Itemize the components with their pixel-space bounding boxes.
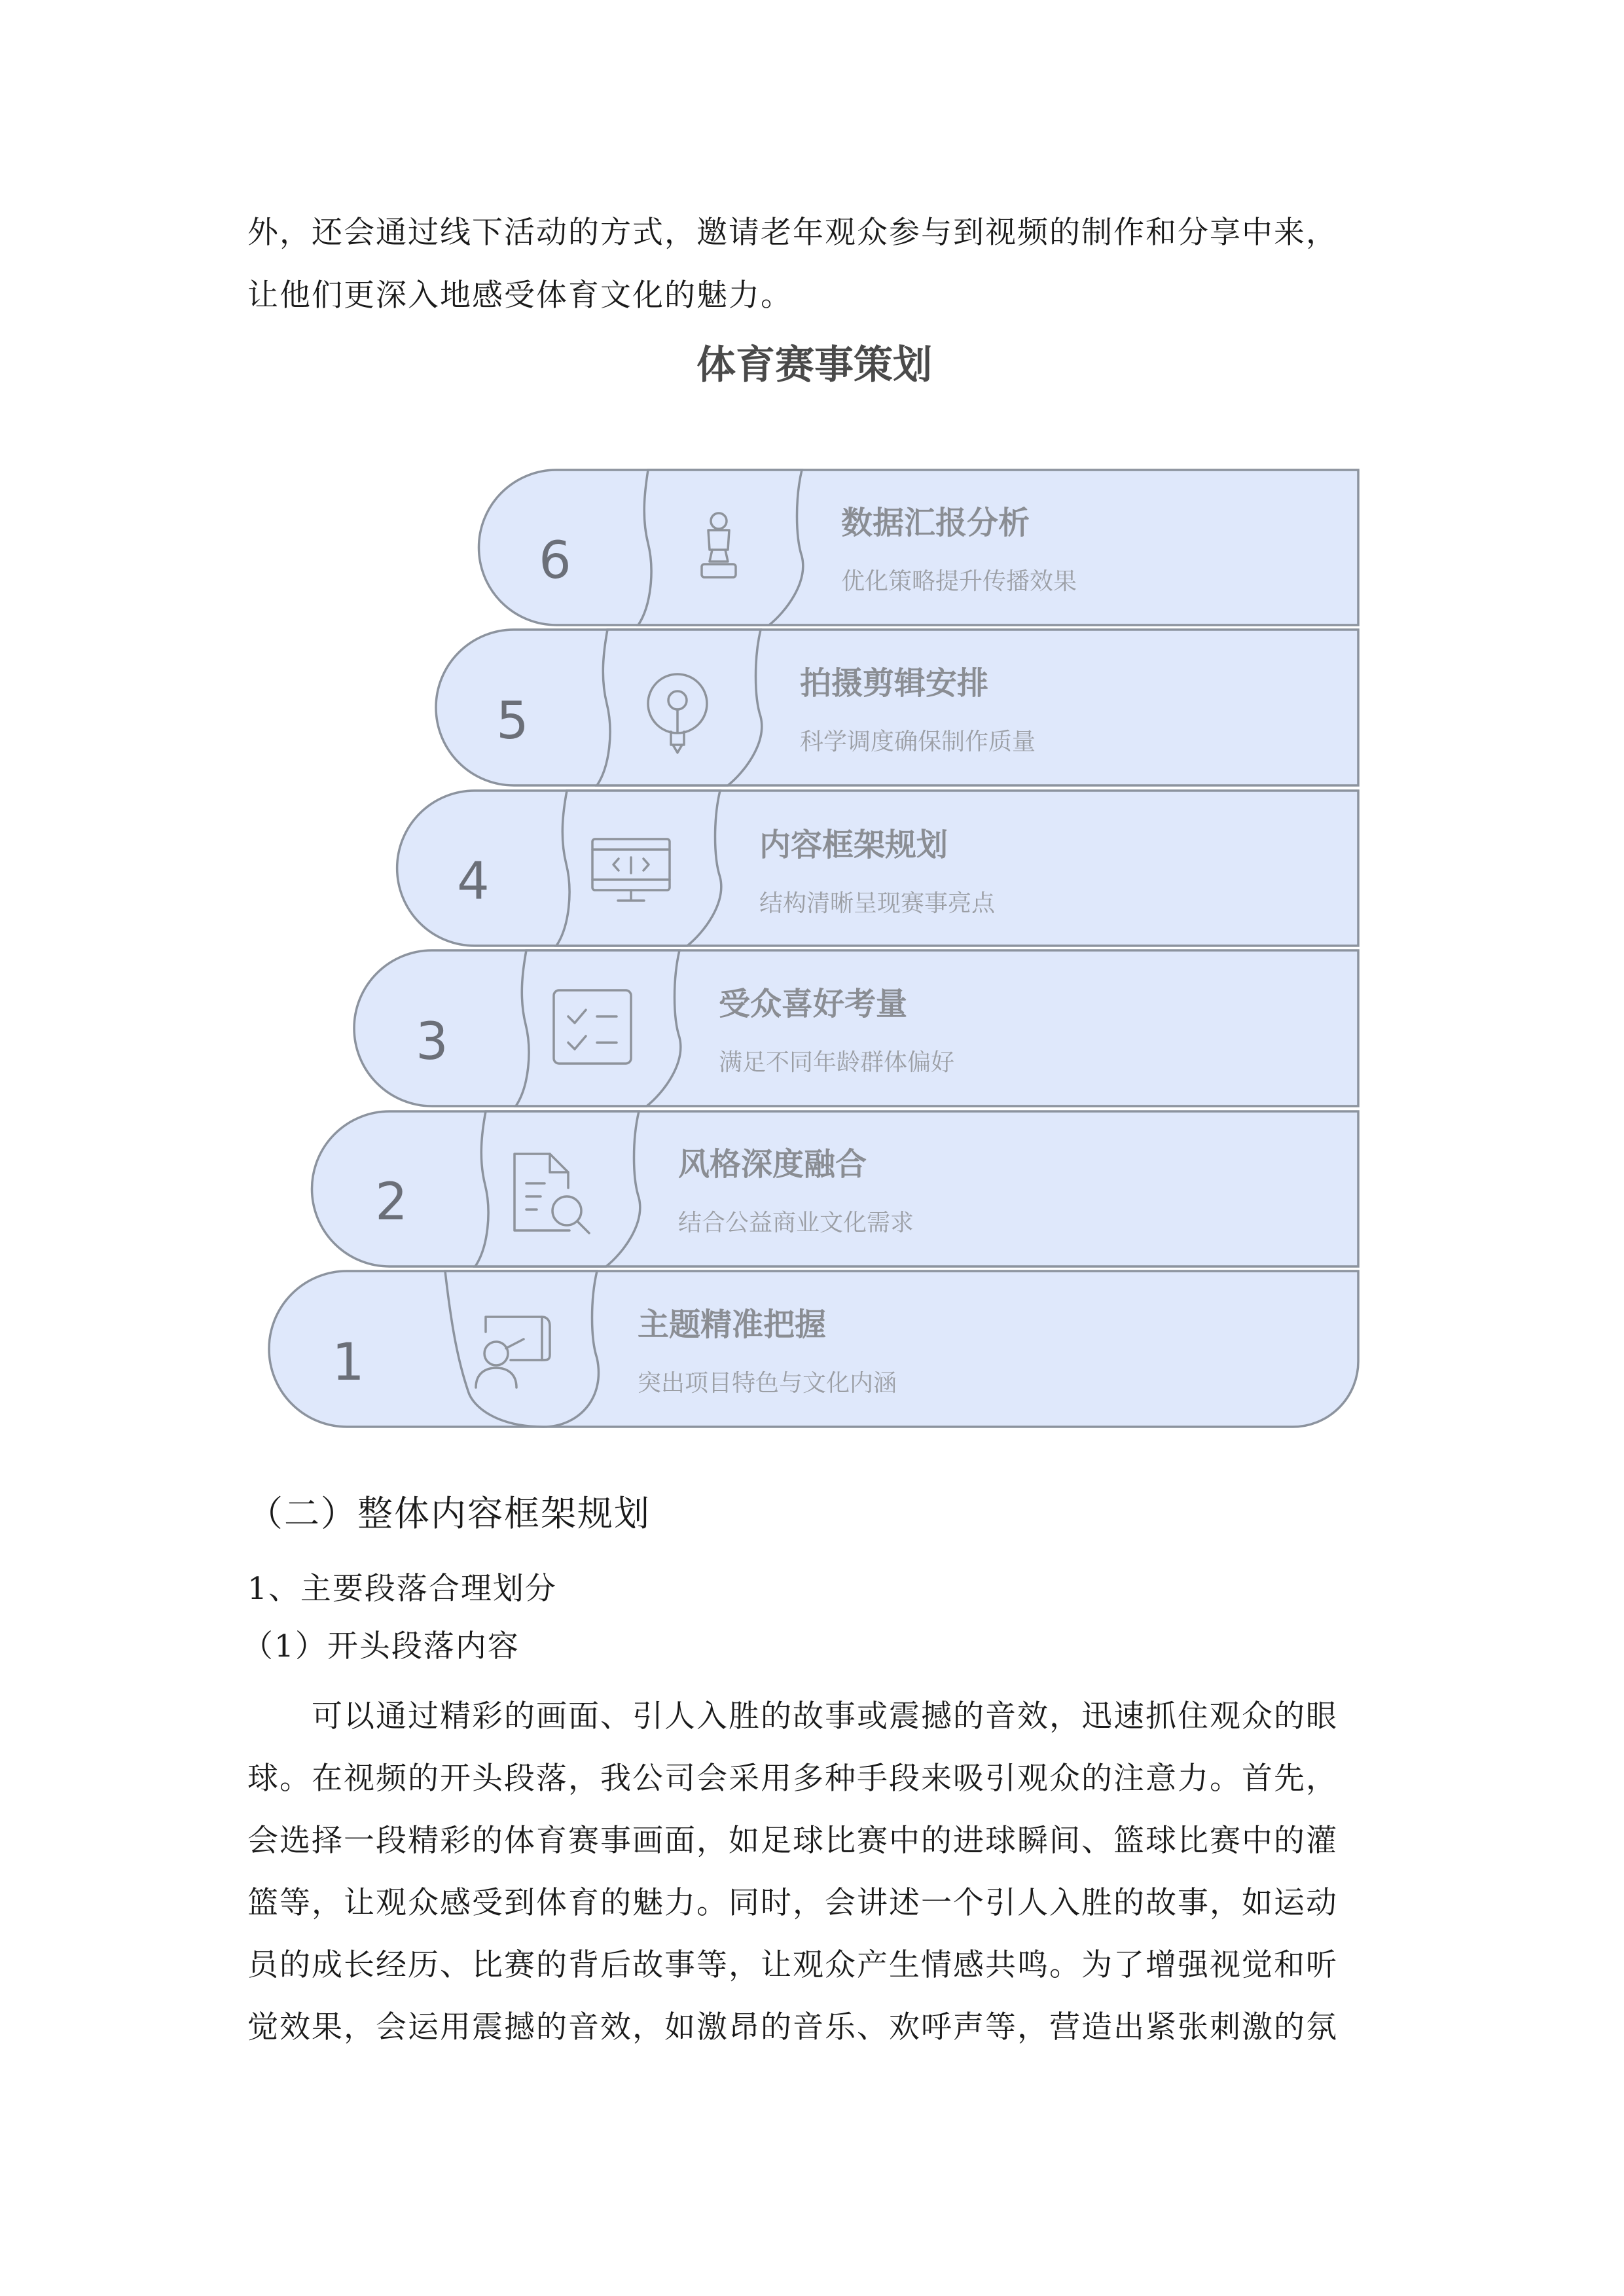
step-2 xyxy=(312,1111,1358,1266)
step-6-number: 6 xyxy=(539,531,571,590)
body-line: 觉效果，会运用震撼的音效，如激昂的音乐、欢呼声等，营造出紧张刺激的氛 xyxy=(247,2009,1338,2045)
step-2-subtitle: 结合公益商业文化需求 xyxy=(678,1210,914,1236)
step-5-title: 拍摄剪辑安排 xyxy=(800,665,989,702)
step-5-subtitle: 科学调度确保制作质量 xyxy=(800,728,1036,755)
body-line: 员的成长经历、比赛的背后故事等，让观众产生情感共鸣。为了增强视觉和听 xyxy=(247,1947,1338,1983)
section-subsubheading: （1）开头段落内容 xyxy=(242,1628,520,1664)
step-4-subtitle: 结构清晰呈现赛事亮点 xyxy=(759,890,996,917)
step-3 xyxy=(354,950,1358,1106)
step-2-title: 风格深度融合 xyxy=(678,1146,867,1183)
body-line: 会选择一段精彩的体育赛事画面，如足球比赛中的进球瞬间、篮球比赛中的灌 xyxy=(247,1823,1338,1859)
step-6-title: 数据汇报分析 xyxy=(841,505,1030,541)
step-6-subtitle: 优化策略提升传播效果 xyxy=(841,568,1077,595)
step-4 xyxy=(397,791,1358,946)
step-3-number: 3 xyxy=(416,1013,448,1071)
diagram-title: 体育赛事策划 xyxy=(696,342,932,388)
step-4-title: 内容框架规划 xyxy=(759,827,948,863)
intro-line-2: 让他们更深入地感受体育文化的魅力。 xyxy=(247,278,793,314)
step-3-subtitle: 满足不同年龄群体偏好 xyxy=(719,1049,955,1076)
body-line: 球。在视频的开头段落，我公司会采用多种手段来吸引观众的注意力。首先， xyxy=(247,1761,1338,1797)
step-2-number: 2 xyxy=(375,1173,408,1232)
body-line: 篮等，让观众感受到体育的魅力。同时，会讲述一个引人入胜的故事，如运动 xyxy=(247,1885,1338,1921)
step-4-number: 4 xyxy=(457,852,490,911)
step-5-number: 5 xyxy=(496,692,529,751)
step-5 xyxy=(436,630,1358,785)
step-3-title: 受众喜好考量 xyxy=(719,986,908,1022)
step-1-subtitle: 突出项目特色与文化内涵 xyxy=(638,1370,897,1397)
step-1 xyxy=(269,1271,1358,1427)
section-heading: （二）整体内容框架规划 xyxy=(247,1493,651,1534)
step-6 xyxy=(479,470,1359,625)
step-1-title: 主题精准把握 xyxy=(638,1306,827,1343)
step-1-number: 1 xyxy=(332,1333,365,1392)
body-line: 可以通过精彩的画面、引人入胜的故事或震撼的音效，迅速抓住观众的眼 xyxy=(247,1698,1338,1734)
intro-line-1: 外，还会通过线下活动的方式，邀请老年观众参与到视频的制作和分享中来， xyxy=(247,215,1338,251)
section-subheading: 1、主要段落合理划分 xyxy=(247,1571,557,1607)
